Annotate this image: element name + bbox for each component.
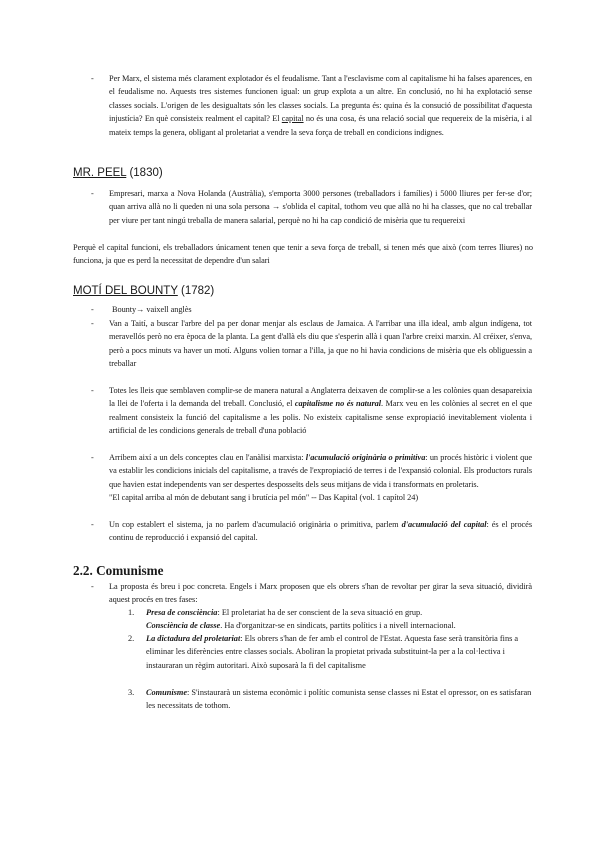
comunisme-intro-paragraph: La proposta és breu i poc concreta. Engels i Marx proposen que els obrers s'han de revoltar per girar la seva situació, dividirà aquest procés en tres fases: xyxy=(109,582,532,605)
mr-peel-paragraph: Empresari, marxa a Nova Holanda (Austràlia), s'emporta 3000 persones (treballadors i famílies) i 5000 lliures per fer-se d'or; quan arriva allà no li queden ni una sola persona → s'oblida el capital, tothom veu que allà no hi ha classes, que no cal treballar per viure per tant ningú treballa de manera salarial, perquè no hi ha cap condició de misèria que tu requereixi xyxy=(109,189,532,225)
section-title-mr-peel: MR. PEEL (1830) xyxy=(73,167,163,179)
phase-item-2: 2. La dictadura del proletariat: Els obrers s'han de fer amb el control de l'Estat. Aquesta fase serà transitòria fins a eliminar les diferències entre classes socials. Aboliran la propietat privada substituint-la per a la col·lectiva i instauraran un règim autoritari. Això suposarà la fi del capitalisme xyxy=(128,634,519,670)
capital-function-paragraph: Perquè el capital funcioni, els treballadors únicament tenen que tenir a seva força de treball, si tenen més que això (com terres lliures) no funciona, ja que es perd la necessitat de dependre d'un salari xyxy=(73,243,533,266)
phase-item-3: 3. Comunisme: S'instaurarà un sistema econòmic i polític comunista sense classes ni Estat el opressor, on es satisfaran les necessitats de tothom. xyxy=(128,688,532,711)
list-dash: - xyxy=(91,453,94,462)
section-title-bounty: MOTÍ DEL BOUNTY (1782) xyxy=(73,285,215,297)
section-heading-comunisme: 2.2. Comunisme xyxy=(73,563,164,578)
list-dash: - xyxy=(91,386,94,395)
capital-accumulation-paragraph: Un cop establert el sistema, ja no parlem d'acumulació originària o primitiva, parlem d'acumulació del capital: és el procés continu de reproducció i expansió del capital. xyxy=(109,520,532,543)
list-dash: - xyxy=(91,520,94,529)
bounty-ship-line: Bounty→ vaixell anglès xyxy=(112,305,192,314)
capital-link[interactable]: capital xyxy=(281,114,304,124)
marx-feudalism-paragraph: Per Marx, el sistema més clarament explotador és el feudalisme. Tant a l'esclavisme com al capitalisme hi ha falses aparences, en el feudalisme no. Aquests tres sistemes funcionen igual: un grup explota a un altre. En conclusió, no hi ha explotació sense classes socials. L'origen de les desigualtats són les classes socials. La pregunta és: quina és la consució de possibilitat d'aquesta injustícia? En què consisteix realment el capital? El capital no és una cosa, és una relació social que requereix de la misèria, i al mateix temps la genera, obligant al proletariat a vendre la seva força de treball en condicions indignes. xyxy=(109,74,532,137)
colonies-paragraph: Totes les lleis que semblaven complir-se de manera natural a Anglaterra deixaven de complir-se a les colònies quan desapareixia la llei de l'oferta i la demanda del treball. Conclusió, el capitalisme no és natural. Marx veu en les colònies al secret en el que realment consisteix la funció del capitalisme a les polis. No existeix capitalisme sense expropiació inevitablement violenta i artificial de les condicions generals de treball d'una població xyxy=(109,386,533,436)
bounty-story-paragraph: Van a Taití, a buscar l'arbre del pa per donar menjar als esclaus de Jamaica. A l'arribar una illa ideal, amb algun indígena, tot meravellós però no era època de la planta. La gent d'allà els diu que s'esperin allà i quan l'arbre creixi marxin. Al créixer, s'enva, però a pocs minuts va haver un motí. Alguns volien tornar a l'illa, ja que no hi havia condicions de misèria que els obliguessin a treballar xyxy=(109,319,532,369)
phase-item-1: 1. Presa de consciència: El proletariat ha de ser conscient de la seva situació en grup. Consciència de classe. Ha d'organitzar-se en sindicats, partits polítics i a nivell internacional. xyxy=(128,608,456,631)
list-dash: - xyxy=(91,74,94,83)
list-dash: - xyxy=(91,189,94,198)
das-kapital-quote: "El capital arriba al món de debutant sang i brutícia pel món" -- Das Kapital (vol. 1 capítol 24) xyxy=(109,493,419,503)
primitive-accumulation-paragraph: Arribem així a un dels conceptes clau en l'anàlisi marxista: l'acumulació originària o primitiva: un procés històric i violent que va establir les condicions inicials del capitalisme, a través de l'expropiació de terres i de l'expansió colonial. Els productors rurals que havien estat independents van ser despertes desposseïts dels seus mitjans de vida i transformats en proletaris. "El capital arriba al món de debutant sang i brutícia pel món" -- Das Kapital (vol. 1 capítol 24) xyxy=(109,451,532,505)
list-dash: - xyxy=(91,319,94,328)
list-dash: - xyxy=(91,582,94,591)
list-dash: - xyxy=(91,305,94,314)
